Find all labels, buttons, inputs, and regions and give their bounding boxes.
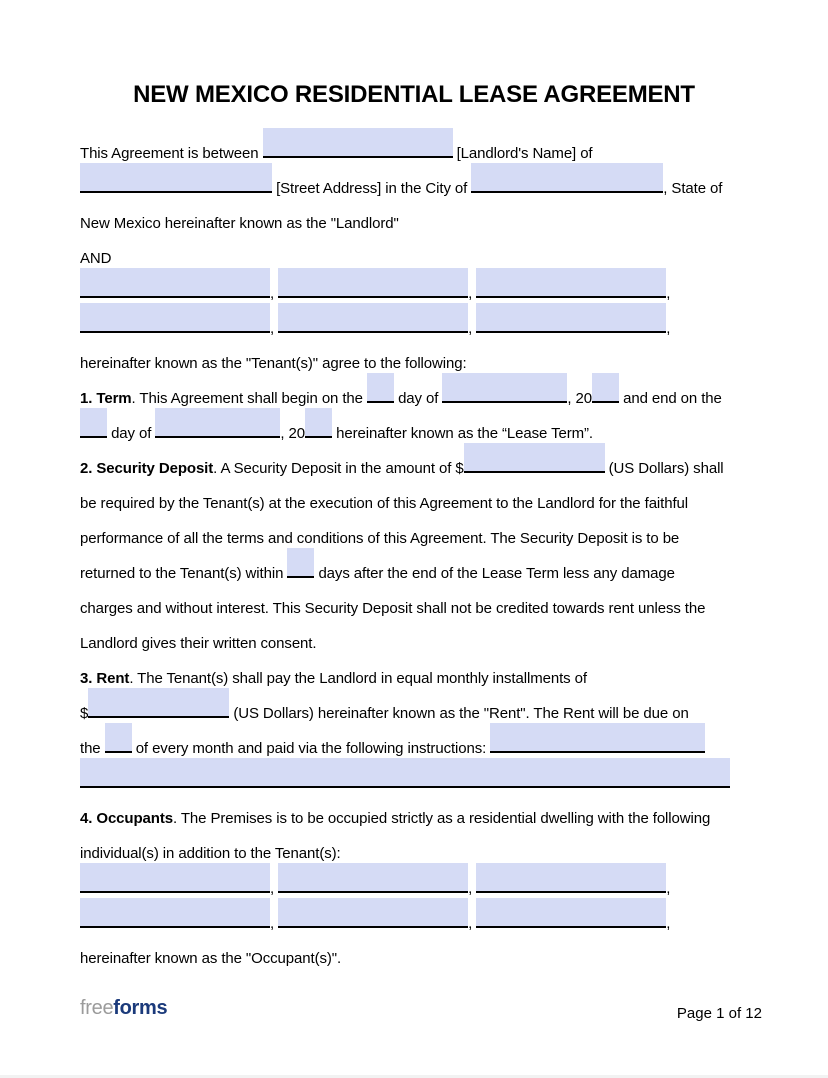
lease-end-day-field[interactable] bbox=[80, 408, 107, 438]
document-line bbox=[80, 128, 748, 163]
freeforms-logo bbox=[80, 997, 167, 1020]
text-segment: , State of bbox=[663, 180, 723, 197]
page-title: NEW MEXICO RESIDENTIAL LEASE AGREEMENT bbox=[133, 81, 695, 108]
text-segment: , bbox=[468, 915, 477, 932]
lease-start-day-field[interactable] bbox=[367, 373, 394, 403]
page-number: Page 1 of 12 bbox=[676, 1005, 762, 1022]
city-field[interactable] bbox=[471, 163, 663, 193]
occupant-5-field[interactable] bbox=[278, 898, 468, 928]
document-line bbox=[80, 338, 748, 373]
document-line bbox=[80, 443, 748, 478]
text-segment: . The Tenant(s) shall pay the Landlord in equal monthly installments of bbox=[129, 670, 587, 687]
text-segment: [Landlord's Name] of bbox=[452, 145, 593, 162]
text-segment: individual(s) in addition to the Tenant(s): bbox=[80, 845, 341, 862]
document-line bbox=[80, 198, 748, 233]
text-segment: hereinafter known as the "Occupant(s)". bbox=[80, 950, 342, 967]
text-segment: of every month and paid via the following instructions: bbox=[131, 740, 491, 757]
document-line bbox=[80, 478, 748, 513]
occupant-4-field[interactable] bbox=[80, 898, 270, 928]
tenant-4-field[interactable] bbox=[80, 303, 270, 333]
document-line bbox=[80, 408, 748, 443]
section-label: 3. Rent bbox=[80, 670, 130, 687]
logo-text-forms: forms bbox=[113, 997, 168, 1019]
text-segment: the bbox=[80, 740, 105, 757]
text-segment: and end on the bbox=[619, 390, 722, 407]
text-segment: (US Dollars) hereinafter known as the "Rent". The Rent will be due on bbox=[229, 705, 689, 722]
document-line bbox=[80, 233, 748, 268]
text-segment: [Street Address] in the City of bbox=[272, 180, 472, 197]
occupant-2-field[interactable] bbox=[278, 863, 468, 893]
document-line bbox=[80, 303, 748, 338]
document-line bbox=[80, 828, 748, 863]
document-line bbox=[80, 723, 748, 758]
document-line bbox=[80, 688, 748, 723]
text-segment: , 20 bbox=[567, 390, 593, 407]
text-segment: , bbox=[666, 915, 671, 932]
tenant-2-field[interactable] bbox=[278, 268, 468, 298]
deposit-return-days-field[interactable] bbox=[287, 548, 314, 578]
rent-due-day-field[interactable] bbox=[105, 723, 132, 753]
tenant-1-field[interactable] bbox=[80, 268, 270, 298]
text-segment: hereinafter known as the “Lease Term”. bbox=[332, 425, 593, 442]
text-segment: . A Security Deposit in the amount of $ bbox=[213, 460, 464, 477]
text-segment: , bbox=[666, 320, 671, 337]
lease-end-year-field[interactable] bbox=[305, 408, 332, 438]
occupant-3-field[interactable] bbox=[476, 863, 666, 893]
document-line bbox=[80, 583, 748, 618]
text-segment: (US Dollars) shall bbox=[604, 460, 724, 477]
text-segment: day of bbox=[394, 390, 443, 407]
text-segment: AND bbox=[80, 250, 112, 267]
text-segment: , bbox=[270, 915, 279, 932]
street-address-field[interactable] bbox=[80, 163, 272, 193]
payment-instructions-field[interactable] bbox=[490, 723, 705, 753]
occupant-1-field[interactable] bbox=[80, 863, 270, 893]
text-segment: hereinafter known as the "Tenant(s)" agree to the following: bbox=[80, 355, 467, 372]
text-segment: charges and without interest. This Security Deposit shall not be credited towards rent unless the bbox=[80, 600, 706, 617]
text-segment: days after the end of the Lease Term less any damage bbox=[314, 565, 675, 582]
rent-amount-field[interactable] bbox=[88, 688, 229, 718]
text-segment: , bbox=[270, 285, 279, 302]
text-segment: returned to the Tenant(s) within bbox=[80, 565, 288, 582]
tenant-5-field[interactable] bbox=[278, 303, 468, 333]
tenant-3-field[interactable] bbox=[476, 268, 666, 298]
text-segment: performance of all the terms and conditions of this Agreement. The Security Deposit is to be bbox=[80, 530, 680, 547]
text-segment: , bbox=[666, 285, 671, 302]
section-label: 4. Occupants bbox=[80, 810, 173, 827]
text-segment: day of bbox=[107, 425, 156, 442]
document-line bbox=[80, 618, 748, 653]
text-segment: be required by the Tenant(s) at the execution of this Agreement to the Landlord for the faithful bbox=[80, 495, 689, 512]
occupant-6-field[interactable] bbox=[476, 898, 666, 928]
document-line bbox=[80, 373, 748, 408]
text-segment: Landlord gives their written consent. bbox=[80, 635, 317, 652]
text-segment: , bbox=[270, 320, 279, 337]
payment-instructions-cont-field[interactable] bbox=[80, 758, 730, 788]
lease-start-year-field[interactable] bbox=[592, 373, 619, 403]
section-label: 2. Security Deposit bbox=[80, 460, 214, 477]
document-line bbox=[80, 548, 748, 583]
tenant-6-field[interactable] bbox=[476, 303, 666, 333]
document-line bbox=[80, 653, 748, 688]
text-segment: , bbox=[468, 880, 477, 897]
document-line bbox=[80, 933, 748, 968]
text-segment: , bbox=[270, 880, 279, 897]
text-segment: . This Agreement shall begin on the bbox=[131, 390, 367, 407]
text-segment: , bbox=[666, 880, 671, 897]
text-segment: New Mexico hereinafter known as the "Landlord" bbox=[80, 215, 399, 232]
text-segment: . The Premises is to be occupied strictly as a residential dwelling with the following bbox=[173, 810, 711, 827]
text-segment: , bbox=[468, 320, 477, 337]
text-segment: , bbox=[468, 285, 477, 302]
document-line bbox=[80, 793, 748, 828]
text-segment: , 20 bbox=[280, 425, 306, 442]
section-label: 1. Term bbox=[80, 390, 132, 407]
lease-start-month-field[interactable] bbox=[442, 373, 567, 403]
document-line bbox=[80, 863, 748, 898]
document-line bbox=[80, 163, 748, 198]
text-segment: $ bbox=[80, 705, 89, 722]
lease-end-month-field[interactable] bbox=[155, 408, 280, 438]
document-line bbox=[80, 513, 748, 548]
text-segment: This Agreement is between bbox=[80, 145, 263, 162]
document-line bbox=[80, 268, 748, 303]
logo-text-free: free bbox=[80, 997, 114, 1019]
landlord-name-field[interactable] bbox=[263, 128, 453, 158]
document-lines bbox=[80, 128, 748, 968]
document-line bbox=[80, 898, 748, 933]
document-line bbox=[80, 758, 748, 793]
security-deposit-amount-field[interactable] bbox=[464, 443, 605, 473]
